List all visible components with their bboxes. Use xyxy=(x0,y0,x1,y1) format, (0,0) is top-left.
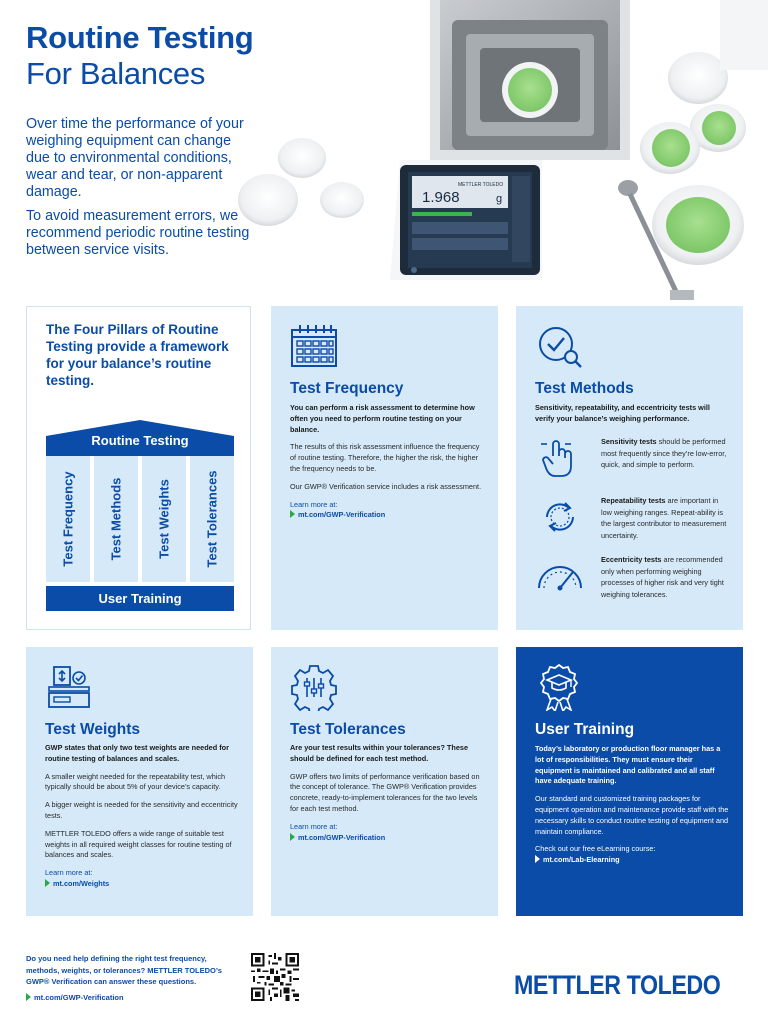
method-name: Eccentricity tests xyxy=(601,555,662,564)
footer-question xyxy=(26,953,241,1003)
terminal-brand: METTLER TOLEDO xyxy=(458,182,504,188)
method-desc: are important in low weighing ranges. Repeat-ability is the largest contributor to measurement uncertainty. xyxy=(601,496,727,540)
card-test-tolerances xyxy=(271,647,498,916)
arrow-right-icon xyxy=(26,993,31,1001)
graduation-badge-icon xyxy=(535,663,583,711)
gear-sliders-icon xyxy=(290,663,338,711)
card-title: Test Methods xyxy=(535,380,634,397)
learn-more-label: Learn more at: xyxy=(45,868,93,878)
pillars-heading: The Four Pillars of Routine Testing provide a framework for your balance’s routine testing. xyxy=(46,322,229,388)
pillars-roof-label: Routine Testing xyxy=(91,433,189,448)
link-lab-elearning[interactable]: mt.com/Lab-Elearning xyxy=(535,855,729,866)
card-lead: Are your test results within your tolerances? These should be defined for each test method. xyxy=(290,743,469,763)
page-subtitle: For Balances xyxy=(26,56,206,91)
mettler-toledo-logo: METTLER TOLEDO xyxy=(514,970,721,1000)
card-test-methods xyxy=(516,306,743,630)
display-value: 1.968 xyxy=(422,189,460,206)
learn-more-label: Learn more at: xyxy=(290,821,338,831)
hero-balance-image xyxy=(230,0,768,300)
card-user-training xyxy=(516,647,743,916)
card-paragraph: A smaller weight needed for the repeatability test, which typically should be about 5% of your device’s capacity. xyxy=(45,771,226,792)
pillars-base-label: User Training xyxy=(46,586,234,611)
card-paragraph: GWP offers two limits of performance verification based on the concept of tolerance. The GWP® Verification provides concrete, ready-to-implement tolerances for the two levels for each test method. xyxy=(290,771,480,813)
page-title: Routine Testing xyxy=(26,20,254,55)
card-test-weights xyxy=(26,647,253,916)
footer-link[interactable]: mt.com/GWP-Verification xyxy=(26,992,241,1004)
link-weights[interactable]: mt.com/Weights xyxy=(45,879,239,890)
method-name: Sensitivity tests xyxy=(601,437,657,446)
intro-paragraph-2: To avoid measurement errors, we recommend periodic routine testing between service visits. xyxy=(26,208,250,258)
card-lead: You can perform a risk assessment to determine how often you need to perform routine testing on your balance. xyxy=(290,403,475,434)
card-lead: Today’s laboratory or production floor manager has a lot of responsibilities. They must ensure their equipment is maintained and calibrated and all staff have adequate training. xyxy=(535,744,721,786)
calendar-icon xyxy=(290,322,338,370)
footer-question-text: Do you need help defining the right test frequency, methods, weights, or tolerances? METTLER TOLEDO’s GWP® Verification can answer these questions. xyxy=(26,954,222,986)
pillar-test-methods: Test Methods xyxy=(94,456,138,582)
link-gwp-verification[interactable]: mt.com/GWP-Verification xyxy=(290,833,484,844)
card-title: User Training xyxy=(535,721,635,738)
intro-paragraph-1: Over time the performance of your weighing equipment can change due to environmental conditions, wear and tear, or non-apparent damage. xyxy=(26,116,244,200)
arrow-right-icon xyxy=(290,510,295,518)
method-name: Repeatability tests xyxy=(601,496,666,505)
method-desc: should be performed most frequently since they’re low-error, quick, and simple to perform. xyxy=(601,437,727,469)
link-gwp-verification[interactable]: mt.com/GWP-Verification xyxy=(290,510,484,521)
display-unit: g xyxy=(496,193,503,205)
pillars-columns xyxy=(46,456,234,582)
arrow-right-icon xyxy=(535,855,540,863)
pillar-test-weights: Test Weights xyxy=(142,456,186,582)
gauge-icon xyxy=(535,554,585,598)
card-paragraph: The results of this risk assessment influence the frequency of routine testing. Therefore, the higher the risk, the higher the frequency needs to be. xyxy=(290,442,480,473)
card-title: Test Frequency xyxy=(290,380,404,397)
card-title: Test Tolerances xyxy=(290,721,406,738)
card-lead: Sensitivity, repeatability, and eccentricity tests will verify your balance’s weighing performance. xyxy=(535,403,710,423)
checklist-search-icon xyxy=(535,322,583,370)
card-test-frequency xyxy=(271,306,498,630)
card-paragraph: Our standard and customized training packages for equipment operation and maintenance provide staff with the necessary skills to conduct routine testing of equipment and maintain compliance. xyxy=(535,794,729,836)
repeat-icon xyxy=(535,495,585,539)
card-title: Test Weights xyxy=(45,721,141,738)
card-lead: GWP states that only two test weights are needed for routine testing of balances and scales. xyxy=(45,743,229,763)
card-paragraph: A bigger weight is needed for the sensitivity and eccentricity tests. xyxy=(45,800,238,820)
touch-icon xyxy=(535,436,585,480)
pillar-test-frequency: Test Frequency xyxy=(46,456,90,582)
card-paragraph: METTLER TOLEDO offers a wide range of suitable test weights in all required weight classes for routine testing of balances and scales. xyxy=(45,828,232,860)
method-desc: are recommended only when performing weighing processes of higher risk and very tight weighing tolerances. xyxy=(601,555,724,599)
qr-code-icon[interactable] xyxy=(251,953,299,1001)
arrow-right-icon xyxy=(45,879,50,887)
card-paragraph: Our GWP® Verification service includes a risk assessment. xyxy=(290,481,482,491)
balance-check-icon xyxy=(45,663,93,711)
arrow-right-icon xyxy=(290,833,295,841)
four-pillars-panel xyxy=(26,306,251,630)
learn-more-label: Learn more at: xyxy=(290,499,338,509)
pillar-test-tolerances: Test Tolerances xyxy=(190,456,234,582)
learn-more-label: Check out our free eLearning course: xyxy=(535,844,656,854)
